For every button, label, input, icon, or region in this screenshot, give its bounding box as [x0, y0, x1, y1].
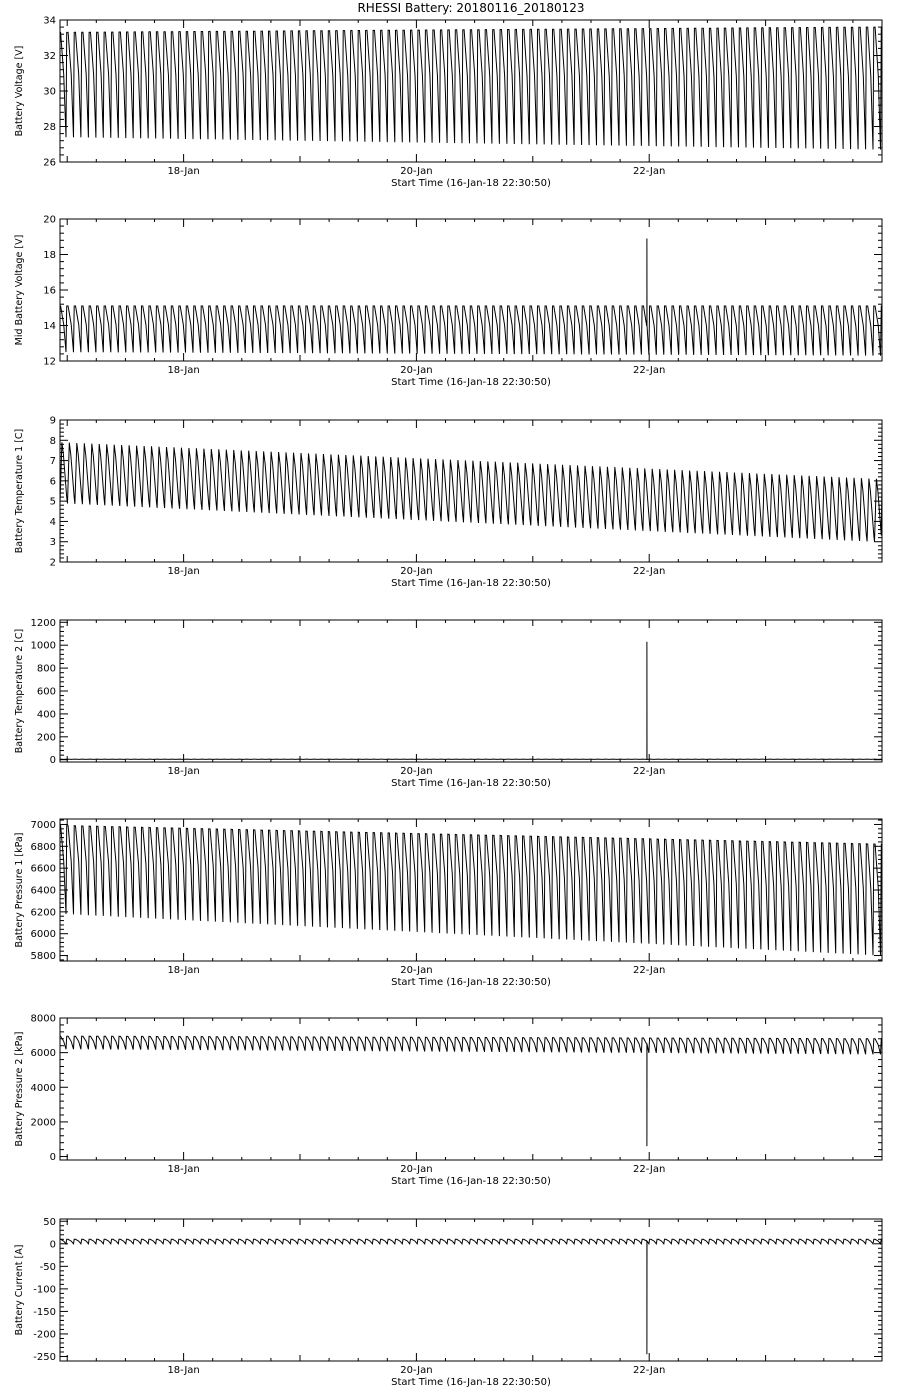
x-tick-label: 18-Jan	[167, 1164, 200, 1175]
x-tick-label: 20-Jan	[400, 1365, 433, 1376]
y-tick-label: 200	[36, 732, 56, 744]
x-tick-label: 20-Jan	[400, 766, 433, 777]
x-tick-label: 22-Jan	[633, 766, 666, 777]
y-tick-label: 50	[43, 1216, 56, 1228]
x-tick-label: 18-Jan	[167, 566, 200, 577]
y-tick-label: -200	[33, 1329, 56, 1341]
y-tick-label: 6000	[30, 1048, 56, 1060]
x-tick-label: 22-Jan	[633, 965, 666, 976]
y-tick-label: 5	[49, 496, 56, 508]
y-tick-label: 7000	[30, 819, 56, 831]
y-tick-label: -150	[33, 1306, 56, 1318]
y-axis-label: Battery Temperature 1 [C]	[14, 428, 25, 554]
y-tick-label: 16	[43, 285, 56, 297]
x-tick-label: 20-Jan	[400, 566, 433, 577]
y-tick-label: 4000	[30, 1082, 56, 1094]
y-tick-label: 28	[43, 122, 56, 133]
y-tick-label: 0	[49, 1152, 56, 1164]
x-tick-label: 22-Jan	[633, 566, 666, 577]
y-tick-label: 8000	[30, 1013, 56, 1025]
y-tick-label: 6600	[30, 863, 56, 875]
y-tick-label: 2	[49, 557, 56, 569]
y-tick-label: 800	[36, 663, 56, 675]
y-tick-label: 32	[43, 51, 56, 62]
y-tick-label: 600	[36, 686, 56, 698]
x-axis-label: Start Time (16-Jan-18 22:30:50)	[391, 977, 551, 988]
x-tick-label: 18-Jan	[167, 965, 200, 976]
y-tick-label: 14	[43, 321, 56, 332]
y-tick-label: 6000	[30, 929, 56, 941]
y-tick-label: -100	[33, 1284, 56, 1296]
y-tick-label: 26	[43, 157, 56, 169]
y-axis-label: Battery Pressure 2 [kPa]	[14, 1031, 25, 1147]
y-tick-label: 5800	[30, 951, 56, 963]
figure-title: RHESSI Battery: 20180116_20180123	[357, 1, 585, 15]
x-tick-label: 22-Jan	[633, 365, 666, 376]
x-tick-label: 18-Jan	[167, 365, 200, 376]
x-tick-label: 18-Jan	[167, 766, 200, 777]
y-tick-label: 18	[43, 250, 56, 261]
x-axis-label: Start Time (16-Jan-18 22:30:50)	[391, 778, 551, 789]
x-tick-label: 20-Jan	[400, 166, 433, 177]
y-tick-label: 34	[43, 15, 56, 27]
x-axis-label: Start Time (16-Jan-18 22:30:50)	[391, 1176, 551, 1187]
y-tick-label: 0	[49, 1239, 56, 1251]
y-tick-label: 6200	[30, 907, 56, 919]
x-tick-label: 20-Jan	[400, 1164, 433, 1175]
y-axis-label: Battery Current [A]	[14, 1244, 25, 1336]
x-tick-label: 22-Jan	[633, 1164, 666, 1175]
x-tick-label: 20-Jan	[400, 965, 433, 976]
y-tick-label: 4	[49, 516, 56, 528]
y-axis-label: Battery Pressure 1 [kPa]	[14, 832, 25, 948]
y-tick-label: 20	[43, 214, 56, 226]
x-tick-label: 18-Jan	[167, 166, 200, 177]
x-tick-label: 20-Jan	[400, 365, 433, 376]
y-tick-label: 30	[43, 86, 56, 98]
y-axis-label: Mid Battery Voltage [V]	[14, 234, 25, 346]
x-tick-label: 18-Jan	[167, 1365, 200, 1376]
y-tick-label: 9	[49, 415, 56, 427]
y-tick-label: 3	[49, 537, 56, 549]
x-tick-label: 22-Jan	[633, 1365, 666, 1376]
y-axis-label: Battery Temperature 2 [C]	[14, 628, 25, 754]
y-tick-label: 12	[43, 356, 56, 368]
y-tick-label: 7	[49, 456, 56, 468]
y-tick-label: 0	[49, 755, 56, 767]
y-tick-label: 6	[49, 476, 56, 488]
x-axis-label: Start Time (16-Jan-18 22:30:50)	[391, 1377, 551, 1388]
y-tick-label: 1000	[30, 640, 56, 652]
y-tick-label: 6800	[30, 841, 56, 853]
x-tick-label: 22-Jan	[633, 166, 666, 177]
y-tick-label: -250	[33, 1351, 56, 1363]
y-tick-label: 6400	[30, 885, 56, 897]
y-tick-label: -50	[39, 1261, 56, 1273]
y-tick-label: 8	[49, 435, 56, 447]
x-axis-label: Start Time (16-Jan-18 22:30:50)	[391, 377, 551, 388]
y-tick-label: 400	[36, 709, 56, 721]
y-tick-label: 1200	[30, 617, 56, 629]
x-axis-label: Start Time (16-Jan-18 22:30:50)	[391, 178, 551, 189]
y-tick-label: 2000	[30, 1117, 56, 1129]
x-axis-label: Start Time (16-Jan-18 22:30:50)	[391, 578, 551, 589]
y-axis-label: Battery Voltage [V]	[14, 45, 25, 137]
